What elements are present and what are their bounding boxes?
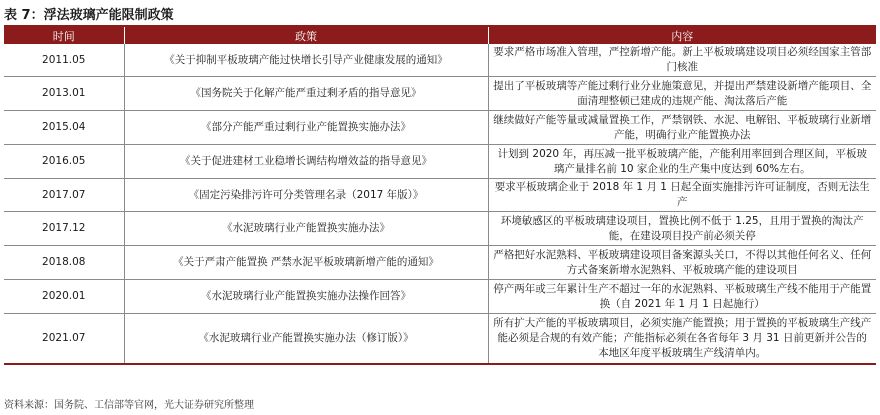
source-note: 资料来源：国务院、工信部等官网，光大证券研究所整理: [4, 400, 254, 411]
cell-content: 环境敏感区的平板玻璃建设项目，置换比例不低于 1.25，且用于置换的淘汰产能，在建设项目投产前必须关停: [488, 212, 876, 246]
cell-time: 2011.05: [4, 44, 124, 77]
cell-time: 2017.07: [4, 179, 124, 212]
table-row: [4, 44, 876, 77]
cell-time: 2015.04: [4, 111, 124, 145]
cell-policy: 《水泥玻璃行业产能置换实施办法》: [124, 212, 488, 246]
cell-policy: 《固定污染排污许可分类管理名录（2017 年版）》: [124, 179, 488, 212]
cell-time: 2017.12: [4, 212, 124, 246]
table-row: [4, 111, 876, 145]
table-row: [4, 246, 876, 280]
cell-content: 所有扩大产能的平板玻璃项目，必须实施产能置换；用于置换的平板玻璃生产线产能必须是合规的有效产能；产能指标必须在各省每年 3 月 31 日前更新并公告的本地区年度平板玻璃生产线清单内。: [488, 314, 876, 365]
cell-policy: 《水泥玻璃行业产能置换实施办法（修订版）》: [124, 314, 488, 365]
cell-policy: 《关于严肃产能置换 严禁水泥平板玻璃新增产能的通知》: [124, 246, 488, 280]
cell-time: 2018.08: [4, 246, 124, 280]
cell-content: 要求平板玻璃企业于 2018 年 1 月 1 日起全面实施排污许可证制度，否则无法生产: [488, 179, 876, 212]
cell-policy: 《国务院关于化解产能严重过剩矛盾的指导意见》: [124, 77, 488, 111]
header-content: 内容: [488, 27, 876, 44]
cell-content: 严格把好水泥熟料、平板玻璃建设项目备案源头关口，不得以其他任何名义、任何方式备案新增水泥熟料、平板玻璃产能的建设项目: [488, 246, 876, 280]
cell-content: 要求严格市场准入管理，严控新增产能。新上平板玻璃建设项目必须经国家主管部门核准: [488, 44, 876, 77]
cell-time: 2021.07: [4, 314, 124, 365]
cell-time: 2020.01: [4, 280, 124, 314]
cell-content: 计划到 2020 年，再压减一批平板玻璃产能，产能利用率回到合理区间，平板玻璃产量排名前 10 家企业的生产集中度达到 60%左右。: [488, 145, 876, 179]
table-row: [4, 179, 876, 212]
table-header-row: [4, 27, 876, 44]
table-row: [4, 280, 876, 314]
header-policy: 政策: [124, 27, 488, 44]
policy-table: [4, 27, 876, 365]
table-row: [4, 77, 876, 111]
cell-time: 2016.05: [4, 145, 124, 179]
cell-policy: 《关于抑制平板玻璃产能过快增长引导产业健康发展的通知》: [124, 44, 488, 77]
table-row: [4, 145, 876, 179]
table-row: [4, 212, 876, 246]
cell-content: 提出了平板玻璃等产能过剩行业分业施策意见，并提出严禁建设新增产能项目、全面清理整顿已建成的违规产能、淘汰落后产能: [488, 77, 876, 111]
cell-time: 2013.01: [4, 77, 124, 111]
table-row: [4, 314, 876, 365]
cell-policy: 《部分产能严重过剩行业产能置换实施办法》: [124, 111, 488, 145]
cell-content: 继续做好产能等量或减量置换工作，严禁钢铁、水泥、电解铝、平板玻璃行业新增产能，明确行业产能置换办法: [488, 111, 876, 145]
cell-policy: 《水泥玻璃行业产能置换实施办法操作回答》: [124, 280, 488, 314]
cell-content: 停产两年或三年累计生产不超过一年的水泥熟料、平板玻璃生产线不能用于产能置换（自 2021 年 1 月 1 日起施行）: [488, 280, 876, 314]
header-time: 时间: [4, 27, 124, 44]
cell-policy: 《关于促进建材工业稳增长调结构增效益的指导意见》: [124, 145, 488, 179]
table-title: 表 7：浮法玻璃产能限制政策: [4, 8, 174, 23]
